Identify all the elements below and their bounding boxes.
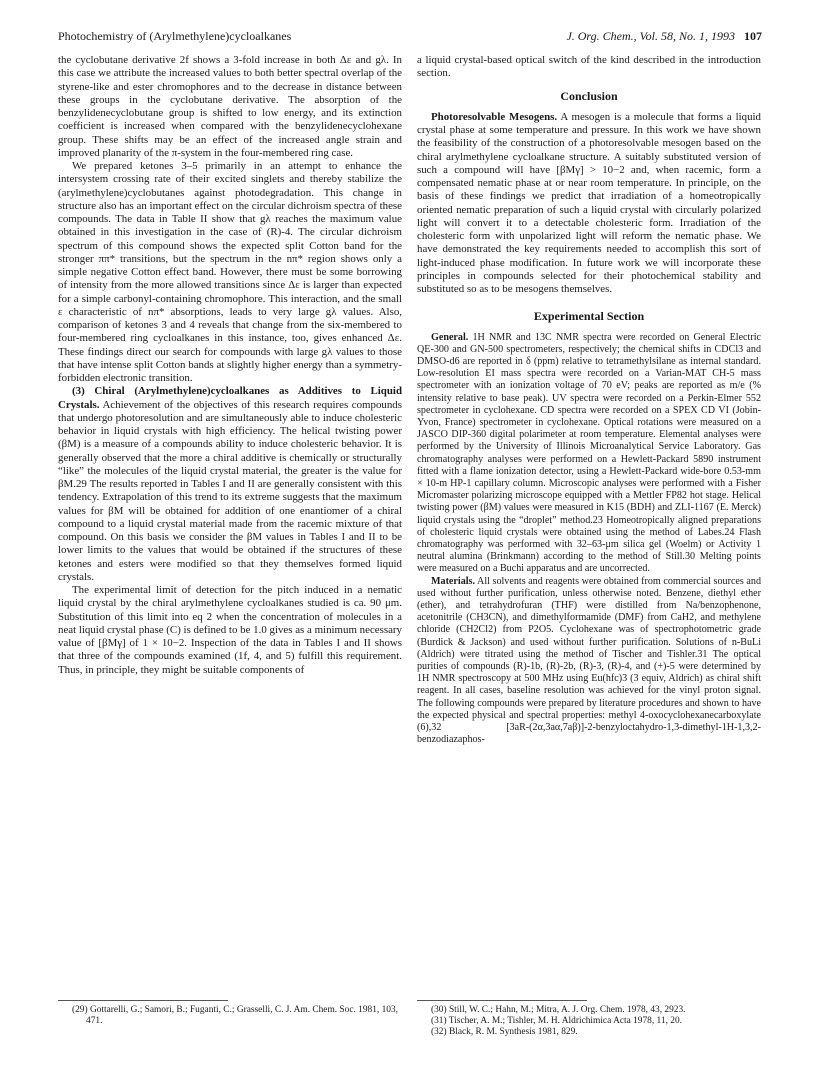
experimental-title: Experimental Section xyxy=(533,309,645,324)
materials-subheading: Materials. xyxy=(431,575,476,587)
left-column xyxy=(58,54,402,677)
footnotes-right xyxy=(417,1000,761,1039)
paragraph-liquid-crystals xyxy=(58,385,402,584)
paragraph-ketones: We prepared ketones 3–5 primarily in an attempt to enhance the intersystem crossing rate of their excited singlets and thereby stabilize the (arylmethylene)cyclobutanes against photodegradation. This change in structure also has an important effect on the circular dichroism spectra of these compounds. The data in Table II show that gλ reaches the maximum value obtained in this investigation in the case of (R)-4. The circular dichroism spectrum of this compound shows the expected split Cotton band for the stronger ππ* transitions, but the spectrum in the nπ* region shows only a simple negative Cotton effect band. However, there must be some borrowing of intensity from the more allowed transitions since Δε is larger than expected for a simple carbonyl-containing chromophore. This interaction, and the small ε characteristic of nπ* absorptions, leads to very large gλ values. Also, comparison of ketones 3 and 4 reveals that change from the six-membered to four-membered ring cycloalkanes in this instance, too, gives enhanced Δε. These findings direct our search for compounds with large gλ values to those that have intense split Cotton bands at slightly higher energy than a symmetry-forbidden electronic transition. xyxy=(58,160,402,384)
running-title: Photochemistry of (Arylmethylene)cycloalkanes xyxy=(58,29,292,43)
footnote-rule xyxy=(58,1000,228,1001)
section-heading-additives: (3) Chiral (Arylmethylene)cycloalkanes as Additives to Liquid Crystals. xyxy=(58,385,402,411)
experimental-section xyxy=(417,332,761,747)
conclusion-subheading: Photoresolvable Mesogens. xyxy=(431,110,558,123)
footnote-32: (32) Black, R. M. Synthesis 1981, 829. xyxy=(431,1027,578,1038)
conclusion-title: Conclusion xyxy=(560,88,618,103)
page-number: 107 xyxy=(744,29,762,43)
paragraph-conclusion xyxy=(417,111,761,297)
conclusion-body: A mesogen is a molecule that forms a liquid crystal phase at some temperature and pressure. In this work we have shown the feasibility of the construction of a photoresolvable mesogen based on the chiral arylmethylene cycloalkane structure. A suitably substituted version of such a compound will have [βMγ] > 10−2 and, when racemic, form a compensated nematic phase at or near room temperature. In principle, on the basis of these findings we predict that irradiation of a homeotropically oriented nematic preparation of such a liquid crystal with circularly polarized light will convert it to a detectable cholesteric form. Irradiation of the cholesteric form with unpolarized light will reform the nematic phase. We have demonstrated the key requirements needed to accomplish this sort of light-induced phase modification. In future work we will incorporate these principles in compounds selected for their photochemical stability and substituted so as to be mesogens themselves. xyxy=(417,110,761,295)
footnote-31: (31) Tischer, A. M.; Tishler, M. H. Aldrichimica Acta 1978, 11, 20. xyxy=(431,1016,682,1027)
paragraph-general xyxy=(417,332,761,576)
right-column xyxy=(417,54,761,746)
paragraph-continued: the cyclobutane derivative 2f shows a 3-fold increase in both Δε and gλ. In this case we attribute the increased values to both better spectral overlap of the styrene-like and ester chromophores and to the decrease in distance between these groups in the cyclobutane derivative. The absorption of the benzylidenecyclobutane group is shifted to low energy, and its extinction coefficient is increased when compared with the benzylidenecyclohexane group. These shifts may be an effect of the increased angle strain and improved planarity of the π-system in the four-membered ring case. xyxy=(58,54,402,159)
footnote-rule xyxy=(417,1000,587,1001)
paragraph-liquid-crystals-body: Achievement of the objectives of this research requires compounds that undergo photoresolution and are simultaneously able to induce cholesteric behavior in liquid crystals with high efficiency. The helical twisting power (βM) is a measure of a compounds ability to induce cholesteric behavior. It is generally observed that the more a chiral additive is chemically or structurally “like” the molecules of the liquid crystal material, the greater is the value for βM.29 The results reported in Tables I and II are generally consistent with this tendency. Extrapolation of this trend to its extreme suggests that the maximum values for βM will be obtained for addition of one enantiomer of a chiral compound to a liquid crystal material made from the racemic mixture of that compound. On this basis we consider the βM values in Tables I and II to be lower limits to the values that would be obtained if the structures of these ketones and esters were modified so that they themselves formed liquid crystals. xyxy=(58,398,402,583)
paragraph-detection-limit: The experimental limit of detection for the pitch induced in a nematic liquid crystal by the chiral arylmethylene cycloalkanes studied is ca. 90 μm. Substitution of this limit into eq 2 when the concentration of molecules in a neat liquid crystal phase (C) is defined to be 1.0 gives as a minimum necessary value of [βMγ] of 1 × 10−2. Inspection of the data in Tables I and II shows that three of the compounds examined (1f, 4, and 5) fulfill this requirement. Thus, in principle, they might be suitable components of xyxy=(58,584,402,676)
general-body: 1H NMR and 13C NMR spectra were recorded on General Electric QE-300 and GN-500 spectrometers, respectively; the chemical shifts in CDCl3 and DMSO-d6 are reported in δ (ppm) relative to tetramethylsilane as internal standard. Low-resolution EI mass spectra were recorded on a Varian-MAT CH-5 mass spectrometer with an ionization voltage of 70 eV; peaks are reported as m/e (% intensity relative to base peak). UV spectra were recorded on a Perkin-Elmer 552 spectrometer in cyclohexane. CD spectra were recorded on a SPEX CD VI (Jobin-Yvon, France) spectrometer in cyclohexane. Optical rotations were measured on a JASCO DIP-360 digital polarimeter at room temperature. Elemental analyses were performed by the University of Illinois Microanalytical Service Laboratory. Gas chromatography analyses were performed on a Hewlett-Packard 5890 instrument fitted with a flame ionization detector, using a Hewlett-Packard wide-bore 0.53-mm × 10-m HP-1 capillary column. Microscopic analyses were performed with a Fisher Micromaster polarizing microscope equipped with a Mettler FP82 hot stage. Helical twisting power (βM) values were measured in K15 (BDH) and ZLI-1167 (E. Merck) liquid crystals using the “droplet” method.23 Homeotropically aligned preparations of cholesteric liquid crystals were obtained using the method of Labes.24 Flash chromatography was performed with 32–63-μm silica gel (Woelm) or Activity 1 neutral alumina (Brinkmann) according to the method of Still.30 Melting points were measured on a Buchi apparatus and are uncorrected. xyxy=(417,331,761,575)
footnotes-left xyxy=(58,1000,402,1027)
footnote-30: (30) Still, W. C.; Hahn, M.; Mitra, A. J. Org. Chem. 1978, 43, 2923. xyxy=(431,1005,686,1015)
general-subheading: General. xyxy=(431,331,469,343)
paragraph-continued-right: a liquid crystal-based optical switch of the kind described in the introduction section. xyxy=(417,54,761,80)
journal-citation xyxy=(566,29,762,44)
footnote-29: (29) Gottarelli, G.; Samori, B.; Fuganti, C.; Grasselli, C. J. Am. Chem. Soc. 1981, 103, 471. xyxy=(72,1005,399,1027)
running-header xyxy=(58,29,762,45)
materials-body: All solvents and reagents were obtained from commercial sources and used without further purification, unless otherwise noted. Benzene, diethyl ether (ether), and tetrahydrofuran (THF) were distilled from Na/benzophenone, acetonitrile (CH3CN), and dimethylformamide (DMF) from CaH2, and methylene chloride (CH2Cl2) from P2O5. Cyclohexane was of spectrophotometric grade (Burdick & Jackson) and used without further purification. Solutions of n-BuLi (Aldrich) were titrated using the method of Tischer and Tishler.31 The optical purities of compounds (R)-1b, (R)-2b, (R)-3, (R)-4, and (+)-5 were determined by 1H NMR spectroscopy at 500 MHz using Eu(hfc)3 (3 equiv, Aldrich) as chiral shift reagent. In all cases, baseline resolution was achieved for the vinyl proton signal. The following compounds were prepared by literature procedures and shown to have the expected physical and spectral properties: methyl 4-oxocyclohexanecarboxylate (6),32 [3aR-(2α,3aα,7aβ)]-2-benzyloctahydro-1,3-dimethyl-1H-1,3,2-benzodiazaphos- xyxy=(417,575,761,746)
journal-name: J. Org. Chem., Vol. 58, No. 1, 1993 xyxy=(566,29,735,43)
paragraph-materials xyxy=(417,576,761,747)
